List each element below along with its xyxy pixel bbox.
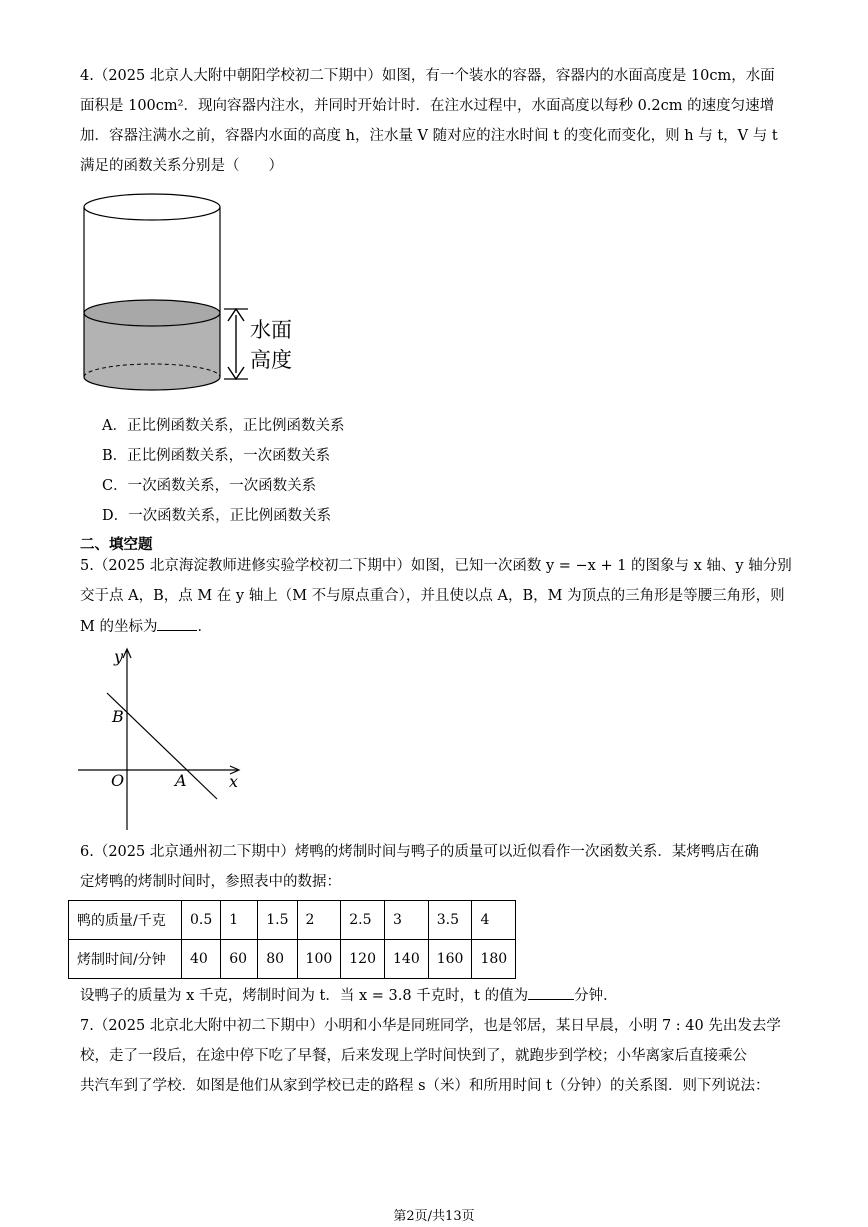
q4-line-2: 面积是 100cm²．现向容器内注水，并同时开始计时．在注水过程中，水面高度以每秒 0.2cm 的速度匀速增 [80,98,775,114]
q5-answer-blank [157,616,197,631]
table-cell: 140 [385,940,429,979]
q4-line-3: 加．容器注满水之前，容器内水面的高度 h，注水量 V 随对应的注水时间 t 的变化而变化，则 h 与 t，V 与 t [80,128,778,144]
q6-line-2: 定烤鸭的烤制时间时，参照表中的数据： [80,874,341,890]
q5-line-3-end: ． [197,619,212,635]
q7-line-3: 共汽车到了学校．如图是他们从家到学校已走的路程 s（米）和所用时间 t（分钟）的关系图．则下列说法： [80,1078,770,1094]
q6-after-line [80,985,618,1006]
table-cell: 180 [472,940,516,979]
point-b-label: B [112,707,124,726]
q5-line-1: 5.（2025 北京海淀教师进修实验学校初二下期中）如图，已知一次函数 y = −x + 1 的图象与 x 轴、y 轴分别 [80,558,792,574]
table-header-time: 烤制时间/分钟 [69,940,182,979]
table-row [69,901,516,940]
section-title: 二、填空题 [80,536,153,553]
q6-line-1: 6.（2025 北京通州初二下期中）烤鸭的烤制时间与鸭子的质量可以近似看作一次函数关系．某烤鸭店在确 [80,844,759,860]
table-row [69,940,516,979]
water-height-label-2: 高度 [250,348,292,372]
table-cell: 80 [258,940,297,979]
duck-data-table [68,900,516,979]
q4-option-c: C．一次函数关系，一次函数关系 [102,478,317,494]
point-a-label: A [175,771,187,790]
q7-line-2: 校，走了一段后，在途中停下吃了早餐，后来发现上学时间快到了，就跑步到学校；小华离家后直接乘公 [80,1048,747,1064]
linear-function-graph [70,645,260,835]
q6-answer-blank [528,985,574,1000]
table-cell: 40 [182,940,221,979]
table-cell: 60 [221,940,258,979]
table-cell: 100 [297,940,341,979]
table-cell: 0.5 [182,901,221,940]
q4-option-a: A．正比例函数关系，正比例函数关系 [102,418,345,434]
table-header-mass: 鸭的质量/千克 [69,901,182,940]
q5-line-2: 交于点 A，B，点 M 在 y 轴上（M 不与原点重合），并且使以点 A，B，M 为顶点的三角形是等腰三角形，则 [80,588,785,604]
table-cell: 120 [341,940,385,979]
q4-line-4: 满足的函数关系分别是（ ） [80,158,283,174]
x-axis-label: x [229,772,239,791]
q5-line-3 [80,616,212,637]
table-cell: 2.5 [341,901,385,940]
q7-line-1: 7.（2025 北京北大附中初二下期中）小明和小华是同班同学，也是邻居，某日早晨，小明 7 : 40 先出发去学 [80,1018,781,1034]
page-footer: 第2页/共13页 [393,1209,475,1224]
table-cell: 3 [385,901,429,940]
q6-after-text: 设鸭子的质量为 x 千克，烤制时间为 t．当 x = 3.8 千克时，t 的值为 [80,988,529,1004]
q4-option-b: B．正比例函数关系，一次函数关系 [102,448,331,464]
water-height-label-1: 水面 [250,318,292,342]
table-cell: 1 [221,901,258,940]
cylinder-figure [78,185,318,405]
table-cell: 1.5 [258,901,297,940]
table-cell: 2 [297,901,341,940]
table-cell: 160 [428,940,472,979]
q4-line-1: 4.（2025 北京人大附中朝阳学校初二下期中）如图，有一个装水的容器，容器内的水面高度是 10cm，水面 [80,68,775,84]
origin-label: O [111,771,125,790]
table-cell: 3.5 [428,901,472,940]
q6-after-end: 分钟． [574,988,618,1004]
q5-line-3-text: M 的坐标为 [80,619,158,635]
table-cell: 4 [472,901,516,940]
y-axis-label: y [114,647,124,666]
q4-option-d: D．一次函数关系，正比例函数关系 [102,508,332,524]
